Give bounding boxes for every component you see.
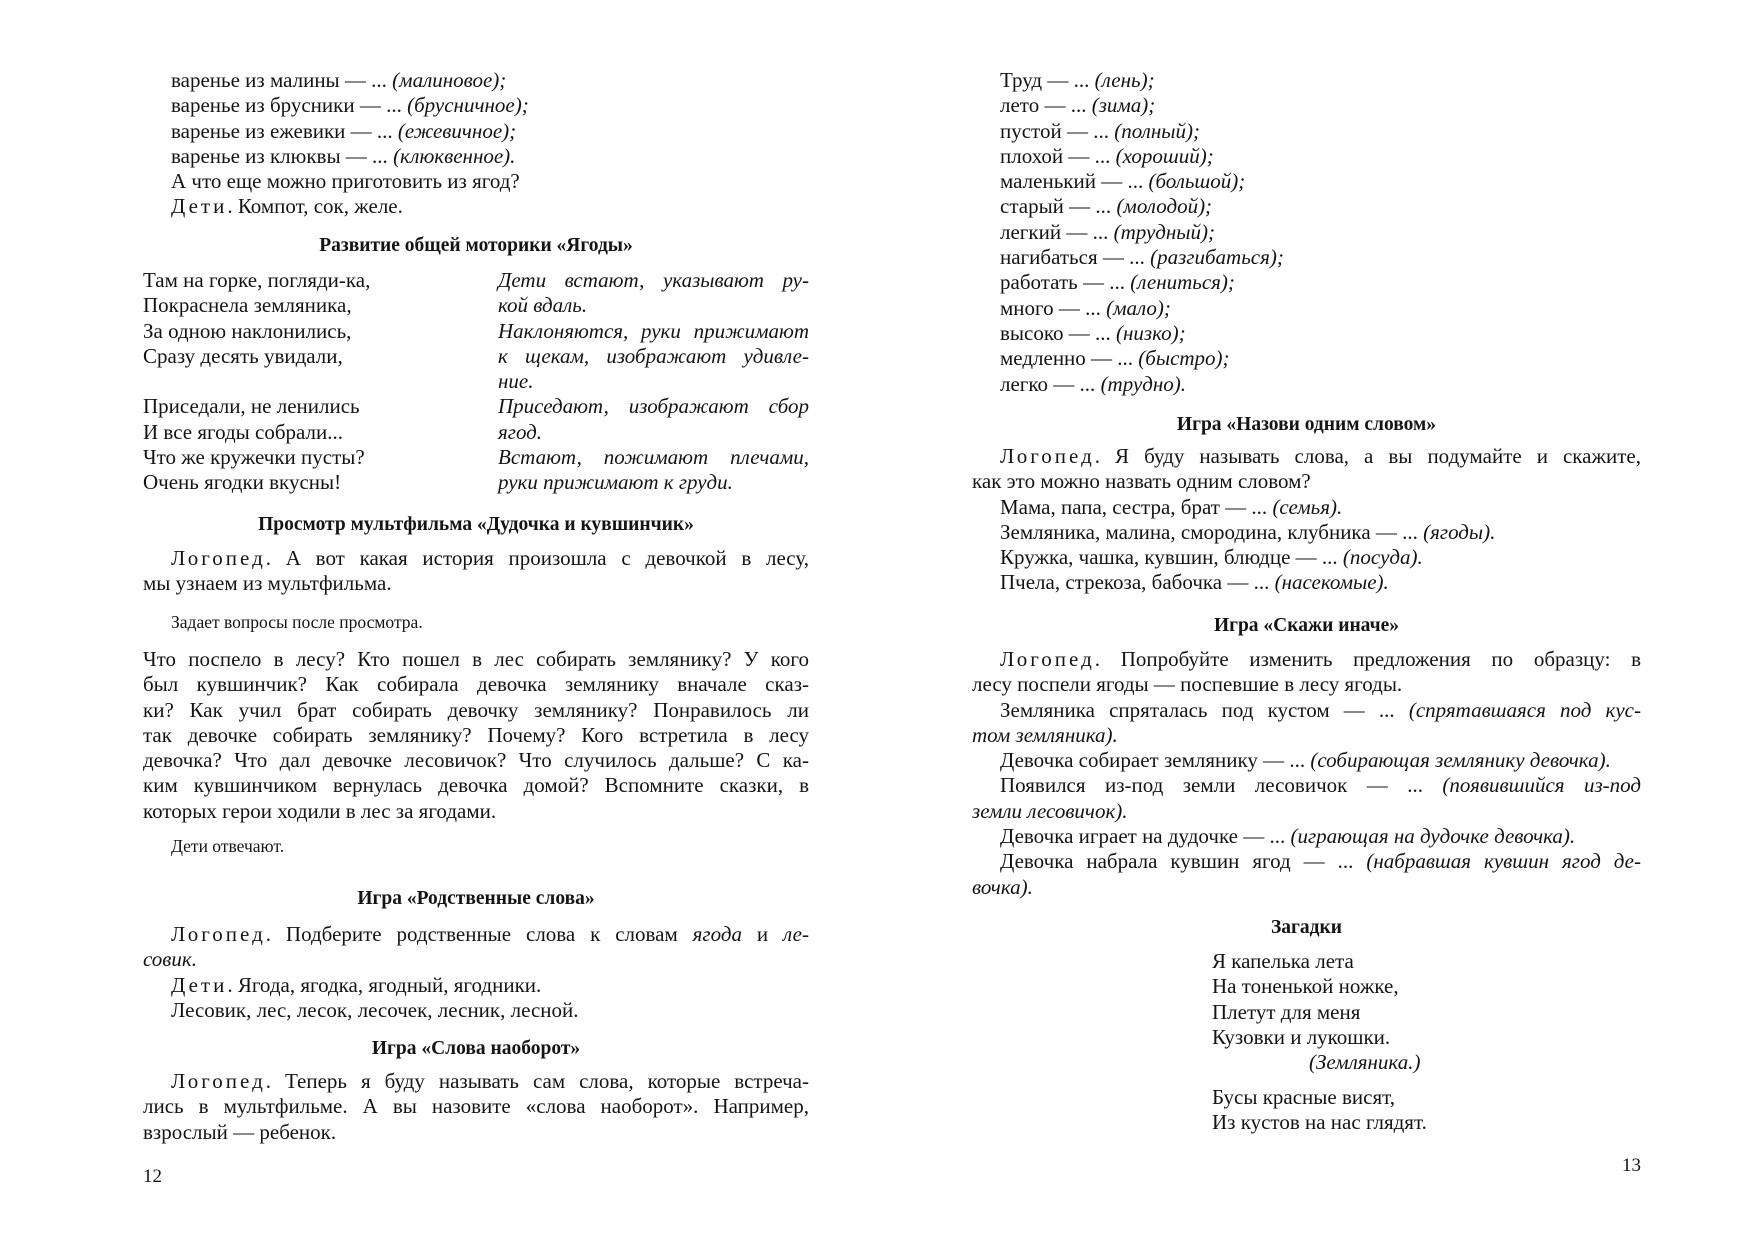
list-item xyxy=(972,245,1641,270)
text-run: . А вот какая история произошла с девочкой в лесу, xyxy=(265,546,809,570)
text-run: Девочка набрала кувшин ягод — ... xyxy=(1000,849,1367,874)
text-run: Труд — ... xyxy=(1000,68,1095,92)
text-run: Появился из-под земли лесовичок — ... xyxy=(1000,773,1443,798)
paragraph xyxy=(143,1069,809,1145)
italic-text: (хороший); xyxy=(1115,143,1214,168)
text-line xyxy=(143,194,809,219)
page-13 xyxy=(877,0,1754,1240)
text-run: . Ягода, ягодка, ягодный, ягодники. xyxy=(227,972,542,997)
poem-verse-line: И все ягоды собрали... xyxy=(143,419,344,444)
italic-text: ле- xyxy=(783,922,809,946)
text-run: мы узнаем из мультфильма. xyxy=(143,571,392,596)
text-line xyxy=(972,773,1641,798)
italic-text: том земляника). xyxy=(972,722,1118,747)
text-line xyxy=(143,998,809,1023)
italic-text: (появившийся из-под xyxy=(1442,773,1641,798)
italic-text: (спрятавшаяся под кус- xyxy=(1408,697,1641,722)
text-line xyxy=(972,875,1641,900)
poem-action-line: Приседают, изображают сбор xyxy=(498,394,809,419)
text-run: нагибаться — ... xyxy=(1000,245,1151,270)
para-block xyxy=(143,922,809,1023)
speaker-label: Логопед xyxy=(171,922,266,946)
text-line xyxy=(972,723,1641,748)
list-item xyxy=(143,144,809,169)
text-line xyxy=(143,571,809,596)
poem-row xyxy=(143,445,809,470)
italic-text: совик. xyxy=(143,947,197,972)
text-line xyxy=(143,1094,809,1119)
text-line xyxy=(972,647,1641,672)
text-line xyxy=(972,144,1641,169)
text-run: и xyxy=(741,922,783,946)
italic-text: (молодой); xyxy=(1116,194,1213,219)
list-item xyxy=(143,169,809,194)
speaker-label: Дети xyxy=(171,194,228,219)
section-heading: Игра «Родственные слова» xyxy=(357,888,595,909)
text-run: высоко — ... xyxy=(1000,320,1116,345)
paragraph xyxy=(972,824,1641,849)
list-item xyxy=(972,346,1641,371)
riddle-line: Кузовки и лукошки. xyxy=(1212,1024,1391,1049)
text-run: легко — ... xyxy=(1000,371,1101,396)
riddle-block xyxy=(1212,1085,1641,1136)
text-line xyxy=(972,495,1641,520)
text-run: варенье из клюквы — ... xyxy=(171,143,394,168)
paragraph xyxy=(972,495,1641,520)
text-run: медленно — ... xyxy=(1000,346,1139,371)
text-line xyxy=(972,169,1641,194)
text-run: . Теперь я буду называть сам слова, которые встреча- xyxy=(265,1069,809,1093)
poem-row xyxy=(143,369,809,394)
para-block xyxy=(143,546,809,597)
paragraph xyxy=(143,922,809,973)
italic-text: (клюквенное). xyxy=(393,143,516,168)
text-line xyxy=(972,698,1641,723)
italic-text: (семья). xyxy=(1272,494,1343,519)
poem-row xyxy=(143,470,809,495)
text-run: Пчела, стрекоза, бабочка — ... xyxy=(1000,570,1275,595)
text-line xyxy=(972,321,1641,346)
text-line xyxy=(972,520,1641,545)
list-item xyxy=(972,194,1641,219)
poem-action-line: к щекам, изображают удивле- xyxy=(498,343,809,368)
poem-row xyxy=(143,319,809,344)
poem-verse-line: За одною наклонились, xyxy=(143,318,352,343)
text-line xyxy=(972,270,1641,295)
list-item xyxy=(972,169,1641,194)
poem-row xyxy=(143,344,809,369)
section-heading: Игра «Скажи иначе» xyxy=(1213,615,1400,636)
text-run: девочка? Что дал девочке лесовичок? Что случилось дальше? С ка- xyxy=(143,748,809,773)
text-run: Что поспело в лесу? Кто пошел в лес собирать землянику? У кого xyxy=(143,647,809,671)
list-item xyxy=(972,68,1641,93)
paragraph xyxy=(972,698,1641,749)
riddle-line: На тоненькой ножке, xyxy=(1212,974,1399,999)
text-run: варенье из ежевики — ... xyxy=(171,118,398,143)
poem-verse-line: Сразу десять увидали, xyxy=(143,343,343,368)
list-item xyxy=(972,144,1641,169)
poem-verse-line: Приседали, не ленились xyxy=(143,394,360,419)
italic-text: (быстро); xyxy=(1138,346,1230,371)
paragraph xyxy=(143,647,809,824)
list-item xyxy=(972,270,1641,295)
speaker-label: Логопед xyxy=(1000,444,1095,468)
text-run: много — ... xyxy=(1000,295,1107,320)
text-line xyxy=(143,1120,809,1145)
text-line xyxy=(972,93,1641,118)
text-line xyxy=(972,672,1641,697)
riddle-block xyxy=(1212,949,1641,1075)
italic-text: (трудно). xyxy=(1100,371,1186,396)
text-run: Лесовик, лес, лесок, лесочек, лесник, лесной. xyxy=(171,997,579,1022)
text-run: лесу поспели ягоды — поспевшие в лесу ягоды. xyxy=(972,672,1403,697)
text-line xyxy=(143,698,809,723)
text-run: Земляника спряталась под кустом — ... xyxy=(1000,697,1409,722)
text-run: Девочка играет на дудочке — ... xyxy=(1000,824,1291,849)
text-run: ки? Как учил брат собирать девочку землянику? Понравилось ли xyxy=(143,697,809,722)
text-run: ким кувшинчиком вернулась девочка домой? Вспомните сказки, в xyxy=(143,773,809,798)
list-item xyxy=(143,194,809,219)
text-run: лето — ... xyxy=(1000,93,1092,118)
poem-verse-line: Покраснела земляника, xyxy=(143,293,352,318)
poem-verse-line: Что же кружечки пусты? xyxy=(143,445,365,470)
text-line xyxy=(972,469,1641,494)
poem-row xyxy=(143,394,809,419)
riddle-line: Бусы красные висят, xyxy=(1212,1085,1395,1109)
list-item xyxy=(143,93,809,118)
text-line xyxy=(972,346,1641,371)
text-line xyxy=(972,245,1641,270)
poem-action-line: ние. xyxy=(498,369,534,394)
italic-text: (ягоды). xyxy=(1423,519,1496,544)
text-run: варенье из брусники — ... xyxy=(171,93,408,118)
text-run: был кувшинчик? Как собирала девочка землянику вначале сказ- xyxy=(143,672,809,697)
poem-block xyxy=(143,268,809,496)
text-line xyxy=(143,672,809,697)
heading-block xyxy=(143,512,809,537)
text-run: лись в мультфильме. А вы назовите «слова наоборот». Например, xyxy=(143,1094,809,1119)
riddle-line: Я капелька лета xyxy=(1212,949,1354,973)
speaker-label: Логопед xyxy=(171,546,266,570)
section-heading: Игра «Назови одним словом» xyxy=(1176,414,1437,435)
text-run: взрослый — ребенок. xyxy=(143,1119,337,1144)
heading-block xyxy=(143,233,809,258)
text-run: как это можно назвать одним словом? xyxy=(972,469,1311,494)
poem-verse-line: Очень ягодки вкусны! xyxy=(143,470,342,495)
text-line xyxy=(143,799,809,824)
paragraph xyxy=(972,773,1641,824)
list-item xyxy=(972,296,1641,321)
poem-row xyxy=(143,420,809,445)
heading-block xyxy=(972,613,1641,638)
italic-text: (большой); xyxy=(1148,169,1246,194)
italic-text: (мало); xyxy=(1106,295,1171,320)
italic-text: (малиновое); xyxy=(392,68,507,92)
riddle-answer: (Земляника.) xyxy=(1309,1050,1421,1075)
text-run: Мама, папа, сестра, брат — ... xyxy=(1000,494,1273,519)
poem-action-line: ягод. xyxy=(498,419,543,444)
text-line xyxy=(143,973,809,998)
text-run: маленький — ... xyxy=(1000,169,1149,194)
text-line xyxy=(143,748,809,773)
text-line xyxy=(143,647,809,672)
text-line xyxy=(972,748,1641,773)
text-run: . Подберите родственные слова к словам xyxy=(265,922,693,946)
italic-text: (разгибаться); xyxy=(1150,245,1284,270)
text-run: плохой — ... xyxy=(1000,143,1116,168)
text-run: А что еще можно приготовить из ягод? xyxy=(171,169,520,194)
paragraph xyxy=(972,520,1641,545)
text-line xyxy=(143,93,809,118)
text-line xyxy=(143,169,809,194)
italic-text: (лень); xyxy=(1094,68,1155,92)
italic-text: (ежевичное); xyxy=(397,118,517,143)
speaker-label: Дети xyxy=(171,972,228,997)
text-line xyxy=(972,444,1641,469)
list-item xyxy=(972,321,1641,346)
heading-block xyxy=(143,1036,809,1061)
poem-action-line: Встают, пожимают плечами, xyxy=(498,445,809,470)
text-line xyxy=(972,119,1641,144)
heading-block xyxy=(972,915,1641,940)
italic-text: (трудный); xyxy=(1113,219,1215,244)
list-item xyxy=(143,68,809,93)
speaker-label: Логопед xyxy=(171,1069,266,1093)
text-line xyxy=(972,849,1641,874)
text-run: . Я буду называть слова, а вы подумайте и скажите, xyxy=(1094,444,1641,468)
section-heading: Развитие общей моторики «Ягоды» xyxy=(319,235,633,256)
text-line xyxy=(972,570,1641,595)
poem-action-line: Дети встают, указывают ру- xyxy=(498,268,809,292)
text-line xyxy=(143,144,809,169)
italic-text: (насекомые). xyxy=(1274,570,1389,595)
text-line xyxy=(143,723,809,748)
list-item xyxy=(972,220,1641,245)
italic-text: (набравшая кувшин ягод де- xyxy=(1366,849,1641,874)
text-line xyxy=(143,546,809,571)
poem-verse-line: Там на горке, погляди-ка, xyxy=(143,268,371,292)
paragraph xyxy=(143,546,809,597)
text-line xyxy=(143,119,809,144)
italic-text: (лениться); xyxy=(1130,270,1235,295)
text-line xyxy=(972,545,1641,570)
poem-verse-line xyxy=(143,369,498,394)
text-run: пустой — ... xyxy=(1000,118,1115,143)
poem-row xyxy=(143,293,809,318)
paragraph xyxy=(972,545,1641,570)
list-item xyxy=(972,119,1641,144)
para-block xyxy=(972,647,1641,900)
text-line xyxy=(972,824,1641,849)
section-heading: Игра «Слова наоборот» xyxy=(371,1038,581,1059)
text-run: работать — ... xyxy=(1000,270,1131,295)
italic-text: (полный); xyxy=(1114,118,1200,143)
list-block xyxy=(143,68,809,220)
para-block xyxy=(972,444,1641,596)
paragraph xyxy=(143,998,809,1023)
italic-text: (играющая на дудочке девочка). xyxy=(1290,824,1576,849)
para-block xyxy=(143,1069,809,1145)
text-line xyxy=(143,922,809,947)
poem-action-line: руки прижимают к груди. xyxy=(498,470,733,495)
riddle-line: Из кустов на нас глядят. xyxy=(1212,1110,1427,1135)
text-line xyxy=(972,799,1641,824)
list-item xyxy=(972,372,1641,397)
paragraph xyxy=(143,973,809,998)
section-heading: Загадки xyxy=(1271,917,1342,938)
italic-text: (низко); xyxy=(1115,320,1186,345)
text-line xyxy=(972,194,1641,219)
heading-block xyxy=(972,412,1641,437)
text-run: старый — ... xyxy=(1000,194,1117,219)
text-line xyxy=(143,947,809,972)
paragraph xyxy=(972,570,1641,595)
poem-action-line: Наклоняются, руки прижимают xyxy=(498,318,809,343)
speaker-label: Логопед xyxy=(1000,647,1095,671)
text-line xyxy=(972,296,1641,321)
note-block xyxy=(143,834,809,859)
italic-text: (зима); xyxy=(1091,93,1156,118)
poem-action-line: кой вдаль. xyxy=(498,293,588,318)
text-line xyxy=(972,220,1641,245)
text-run: легкий — ... xyxy=(1000,219,1114,244)
page-number: 13 xyxy=(1622,1155,1641,1176)
text-line xyxy=(972,372,1641,397)
text-run: которых герои ходили в лес за ягодами. xyxy=(143,798,497,823)
list-block xyxy=(972,68,1641,397)
italic-text: (посуда). xyxy=(1342,545,1423,570)
text-run: Земляника, малина, смородина, клубника — ... xyxy=(1000,519,1424,544)
text-run: Девочка собирает землянику — ... xyxy=(1000,748,1311,773)
paragraph xyxy=(972,647,1641,698)
list-item xyxy=(972,93,1641,118)
text-run: варенье из малины — ... xyxy=(171,68,393,92)
riddle-line: Плетут для меня xyxy=(1212,999,1361,1024)
text-run: так девочке собирать землянику? Почему? Кого встретила в лесу xyxy=(143,722,809,747)
stage-direction: Дети отвечают. xyxy=(171,836,285,856)
paragraph xyxy=(972,849,1641,900)
text-line xyxy=(972,68,1641,93)
stage-direction: Задает вопросы после просмотра. xyxy=(171,612,423,632)
paragraph xyxy=(972,444,1641,495)
section-heading: Просмотр мультфильма «Дудочка и кувшинчик» xyxy=(258,514,694,535)
page-number: 12 xyxy=(143,1166,162,1187)
list-item xyxy=(143,119,809,144)
note-block xyxy=(143,610,809,635)
italic-text: земли лесовичок). xyxy=(972,798,1128,823)
text-line xyxy=(143,773,809,798)
text-run: . Компот, сок, желе. xyxy=(227,194,403,219)
italic-text: вочка). xyxy=(972,874,1033,899)
para-block xyxy=(143,647,809,824)
paragraph xyxy=(972,748,1641,773)
heading-block xyxy=(143,886,809,911)
italic-text: (собирающая землянику девочка). xyxy=(1310,748,1611,773)
text-line xyxy=(143,1069,809,1094)
text-line xyxy=(143,68,809,93)
text-run: Кружка, чашка, кувшин, блюдце — ... xyxy=(1000,545,1343,570)
text-run: . Попробуйте изменить предложения по образцу: в xyxy=(1094,647,1641,671)
italic-text: ягода xyxy=(692,922,742,946)
italic-text: (брусничное); xyxy=(407,93,529,118)
poem-row xyxy=(143,268,809,293)
